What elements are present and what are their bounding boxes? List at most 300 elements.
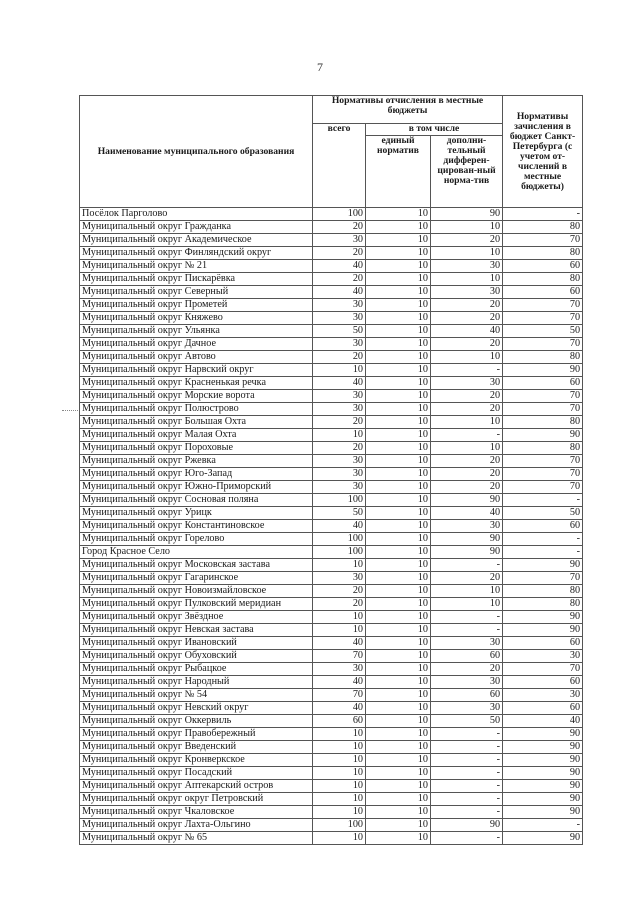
table-row <box>80 546 583 559</box>
additional-value: 10 <box>431 247 503 260</box>
table-row <box>80 507 583 520</box>
spb-value: 80 <box>503 585 583 598</box>
unified-value: 10 <box>366 598 431 611</box>
total-value: 100 <box>313 533 366 546</box>
municipality-name: Муниципальный округ Звёздное <box>80 611 313 624</box>
municipality-name: Муниципальный округ Красненькая речка <box>80 377 313 390</box>
additional-value: 20 <box>431 338 503 351</box>
total-value: 60 <box>313 715 366 728</box>
municipality-name: Муниципальный округ Новоизмайловское <box>80 585 313 598</box>
header-local-budgets: Нормативы отчисления в местные бюджеты <box>313 96 503 124</box>
spb-value: 70 <box>503 663 583 676</box>
municipality-name: Муниципальный округ Гражданка <box>80 221 313 234</box>
unified-value: 10 <box>366 702 431 715</box>
table-row <box>80 351 583 364</box>
table-row <box>80 767 583 780</box>
table-row <box>80 780 583 793</box>
additional-value: - <box>431 793 503 806</box>
additional-value: - <box>431 741 503 754</box>
additional-value: 50 <box>431 715 503 728</box>
table-row <box>80 819 583 832</box>
unified-value: 10 <box>366 611 431 624</box>
municipality-name: Муниципальный округ Малая Охта <box>80 429 313 442</box>
table-row <box>80 468 583 481</box>
additional-value: 20 <box>431 455 503 468</box>
municipality-name: Муниципальный округ Ивановский <box>80 637 313 650</box>
unified-value: 10 <box>366 273 431 286</box>
municipality-name: Муниципальный округ Лахта-Ольгино <box>80 819 313 832</box>
spb-value: 90 <box>503 793 583 806</box>
municipality-name: Муниципальный округ Гагаринское <box>80 572 313 585</box>
municipality-name: Муниципальный округ Пулковский меридиан <box>80 598 313 611</box>
municipality-name: Муниципальный округ Невская застава <box>80 624 313 637</box>
additional-value: 60 <box>431 650 503 663</box>
unified-value: 10 <box>366 312 431 325</box>
table-row <box>80 338 583 351</box>
table-row <box>80 312 583 325</box>
norms-table <box>79 95 583 845</box>
table-row <box>80 650 583 663</box>
spb-value: 70 <box>503 481 583 494</box>
spb-value: 80 <box>503 351 583 364</box>
unified-value: 10 <box>366 494 431 507</box>
total-value: 30 <box>313 234 366 247</box>
spb-value: 80 <box>503 247 583 260</box>
unified-value: 10 <box>366 481 431 494</box>
table-row <box>80 494 583 507</box>
additional-value: 30 <box>431 676 503 689</box>
additional-value: 30 <box>431 286 503 299</box>
table-row <box>80 533 583 546</box>
additional-value: 30 <box>431 377 503 390</box>
additional-value: 20 <box>431 299 503 312</box>
total-value: 40 <box>313 702 366 715</box>
table-row <box>80 377 583 390</box>
unified-value: 10 <box>366 351 431 364</box>
unified-value: 10 <box>366 715 431 728</box>
unified-value: 10 <box>366 572 431 585</box>
spb-value: 30 <box>503 689 583 702</box>
municipality-name: Муниципальный округ Княжево <box>80 312 313 325</box>
spb-value: 60 <box>503 260 583 273</box>
unified-value: 10 <box>366 832 431 845</box>
spb-value: 70 <box>503 455 583 468</box>
total-value: 20 <box>313 351 366 364</box>
margin-dotted-mark <box>62 410 80 411</box>
table-row <box>80 572 583 585</box>
total-value: 10 <box>313 832 366 845</box>
additional-value: 90 <box>431 208 503 221</box>
spb-value: 80 <box>503 416 583 429</box>
total-value: 10 <box>313 728 366 741</box>
municipality-name: Муниципальный округ Академическое <box>80 234 313 247</box>
unified-value: 10 <box>366 533 431 546</box>
municipality-name: Муниципальный округ Оккервиль <box>80 715 313 728</box>
unified-value: 10 <box>366 208 431 221</box>
additional-value: - <box>431 611 503 624</box>
total-value: 70 <box>313 689 366 702</box>
spb-value: 90 <box>503 611 583 624</box>
table-row <box>80 793 583 806</box>
spb-value: - <box>503 533 583 546</box>
spb-value: 70 <box>503 572 583 585</box>
table-row <box>80 390 583 403</box>
table-row <box>80 221 583 234</box>
spb-value: 60 <box>503 637 583 650</box>
municipality-name: Город Красное Село <box>80 546 313 559</box>
additional-value: 10 <box>431 351 503 364</box>
municipality-name: Муниципальный округ Константиновское <box>80 520 313 533</box>
unified-value: 10 <box>366 546 431 559</box>
total-value: 20 <box>313 598 366 611</box>
total-value: 30 <box>313 312 366 325</box>
total-value: 100 <box>313 819 366 832</box>
total-value: 30 <box>313 299 366 312</box>
total-value: 10 <box>313 767 366 780</box>
additional-value: 20 <box>431 403 503 416</box>
spb-value: 80 <box>503 598 583 611</box>
additional-value: 40 <box>431 325 503 338</box>
unified-value: 10 <box>366 299 431 312</box>
unified-value: 10 <box>366 806 431 819</box>
total-value: 30 <box>313 338 366 351</box>
total-value: 40 <box>313 637 366 650</box>
unified-value: 10 <box>366 507 431 520</box>
total-value: 70 <box>313 650 366 663</box>
table-row <box>80 481 583 494</box>
unified-value: 10 <box>366 754 431 767</box>
table-row <box>80 806 583 819</box>
total-value: 10 <box>313 611 366 624</box>
table-row <box>80 624 583 637</box>
municipality-name: Муниципальный округ Нарвский округ <box>80 364 313 377</box>
additional-value: 20 <box>431 312 503 325</box>
unified-value: 10 <box>366 624 431 637</box>
additional-value: - <box>431 832 503 845</box>
additional-value: - <box>431 780 503 793</box>
total-value: 10 <box>313 806 366 819</box>
spb-value: 70 <box>503 468 583 481</box>
municipality-name: Муниципальный округ Сосновая поляна <box>80 494 313 507</box>
additional-value: 90 <box>431 819 503 832</box>
additional-value: 30 <box>431 520 503 533</box>
additional-value: - <box>431 806 503 819</box>
municipality-name: Муниципальный округ Введенский <box>80 741 313 754</box>
unified-value: 10 <box>366 637 431 650</box>
unified-value: 10 <box>366 650 431 663</box>
table-row <box>80 611 583 624</box>
spb-value: 60 <box>503 286 583 299</box>
municipality-name: Муниципальный округ Посадский <box>80 767 313 780</box>
header-spb-budget: Нормативы зачисления в бюджет Санкт-Петербурга (с учетом от-числений в местные бюджеты) <box>503 96 583 208</box>
municipality-name: Муниципальный округ Московская застава <box>80 559 313 572</box>
municipality-name: Муниципальный округ Прометей <box>80 299 313 312</box>
table-row <box>80 247 583 260</box>
header-total: всего <box>313 124 366 208</box>
table-row <box>80 754 583 767</box>
total-value: 40 <box>313 377 366 390</box>
additional-value: 30 <box>431 637 503 650</box>
table-row <box>80 234 583 247</box>
table-row <box>80 663 583 676</box>
total-value: 10 <box>313 559 366 572</box>
table-row <box>80 403 583 416</box>
total-value: 40 <box>313 260 366 273</box>
unified-value: 10 <box>366 455 431 468</box>
spb-value: 70 <box>503 403 583 416</box>
total-value: 30 <box>313 455 366 468</box>
header-additional: дополни-тельный дифферен-цирован-ный норма-тив <box>431 136 503 208</box>
unified-value: 10 <box>366 663 431 676</box>
total-value: 100 <box>313 546 366 559</box>
header-name: Наименование муниципального образования <box>80 96 313 208</box>
table-row <box>80 637 583 650</box>
unified-value: 10 <box>366 520 431 533</box>
unified-value: 10 <box>366 247 431 260</box>
table-row <box>80 715 583 728</box>
municipality-name: Муниципальный округ Морские ворота <box>80 390 313 403</box>
unified-value: 10 <box>366 559 431 572</box>
table-row <box>80 741 583 754</box>
spb-value: 60 <box>503 520 583 533</box>
total-value: 20 <box>313 442 366 455</box>
unified-value: 10 <box>366 416 431 429</box>
additional-value: 20 <box>431 481 503 494</box>
table-row <box>80 208 583 221</box>
municipality-name: Муниципальный округ Рыбацкое <box>80 663 313 676</box>
total-value: 100 <box>313 208 366 221</box>
spb-value: 60 <box>503 377 583 390</box>
unified-value: 10 <box>366 377 431 390</box>
table-row <box>80 299 583 312</box>
municipality-name: Муниципальный округ Невский округ <box>80 702 313 715</box>
spb-value: - <box>503 546 583 559</box>
municipality-name: Муниципальный округ Большая Охта <box>80 416 313 429</box>
spb-value: 50 <box>503 325 583 338</box>
municipality-name: Муниципальный округ Юго-Запад <box>80 468 313 481</box>
municipality-name: Муниципальный округ Кронверкское <box>80 754 313 767</box>
additional-value: 10 <box>431 585 503 598</box>
unified-value: 10 <box>366 676 431 689</box>
total-value: 30 <box>313 468 366 481</box>
unified-value: 10 <box>366 468 431 481</box>
additional-value: - <box>431 624 503 637</box>
municipality-name: Муниципальный округ Финляндский округ <box>80 247 313 260</box>
spb-value: 90 <box>503 832 583 845</box>
additional-value: 20 <box>431 390 503 403</box>
spb-value: 70 <box>503 390 583 403</box>
header-including: в том числе <box>366 124 503 136</box>
municipality-name: Муниципальный округ Пискарёвка <box>80 273 313 286</box>
unified-value: 10 <box>366 325 431 338</box>
table-row <box>80 585 583 598</box>
table-row <box>80 702 583 715</box>
additional-value: 20 <box>431 234 503 247</box>
table-row <box>80 260 583 273</box>
total-value: 30 <box>313 390 366 403</box>
unified-value: 10 <box>366 260 431 273</box>
spb-value: 90 <box>503 754 583 767</box>
spb-value: 80 <box>503 221 583 234</box>
additional-value: 10 <box>431 598 503 611</box>
additional-value: 40 <box>431 507 503 520</box>
spb-value: 90 <box>503 728 583 741</box>
additional-value: - <box>431 559 503 572</box>
unified-value: 10 <box>366 741 431 754</box>
table-row <box>80 832 583 845</box>
unified-value: 10 <box>366 338 431 351</box>
table-row <box>80 273 583 286</box>
total-value: 20 <box>313 247 366 260</box>
additional-value: 10 <box>431 273 503 286</box>
municipality-name: Муниципальный округ Полюстрово <box>80 403 313 416</box>
additional-value: 60 <box>431 689 503 702</box>
total-value: 10 <box>313 754 366 767</box>
total-value: 20 <box>313 416 366 429</box>
unified-value: 10 <box>366 442 431 455</box>
unified-value: 10 <box>366 689 431 702</box>
municipality-name: Муниципальный округ № 54 <box>80 689 313 702</box>
spb-value: 90 <box>503 624 583 637</box>
spb-value: 40 <box>503 715 583 728</box>
municipality-name: Муниципальный округ округ Петровский <box>80 793 313 806</box>
additional-value: - <box>431 754 503 767</box>
total-value: 10 <box>313 793 366 806</box>
additional-value: - <box>431 767 503 780</box>
unified-value: 10 <box>366 585 431 598</box>
municipality-name: Муниципальный округ Пороховые <box>80 442 313 455</box>
table-row <box>80 416 583 429</box>
unified-value: 10 <box>366 390 431 403</box>
spb-value: 80 <box>503 273 583 286</box>
additional-value: 90 <box>431 533 503 546</box>
municipality-name: Муниципальный округ Северный <box>80 286 313 299</box>
table-row <box>80 559 583 572</box>
municipality-name: Муниципальный округ Ржевка <box>80 455 313 468</box>
table-row <box>80 442 583 455</box>
spb-value: 90 <box>503 780 583 793</box>
municipality-name: Муниципальный округ Дачное <box>80 338 313 351</box>
unified-value: 10 <box>366 728 431 741</box>
spb-value: 70 <box>503 338 583 351</box>
spb-value: - <box>503 208 583 221</box>
additional-value: 90 <box>431 546 503 559</box>
spb-value: 70 <box>503 299 583 312</box>
total-value: 10 <box>313 780 366 793</box>
spb-value: - <box>503 819 583 832</box>
additional-value: 30 <box>431 260 503 273</box>
municipality-name: Муниципальный округ Урицк <box>80 507 313 520</box>
unified-value: 10 <box>366 793 431 806</box>
municipality-name: Муниципальный округ Правобережный <box>80 728 313 741</box>
table-row <box>80 455 583 468</box>
spb-value: 60 <box>503 702 583 715</box>
total-value: 30 <box>313 481 366 494</box>
additional-value: 10 <box>431 221 503 234</box>
total-value: 40 <box>313 286 366 299</box>
additional-value: 20 <box>431 663 503 676</box>
spb-value: 50 <box>503 507 583 520</box>
table-row <box>80 325 583 338</box>
spb-value: 70 <box>503 234 583 247</box>
unified-value: 10 <box>366 286 431 299</box>
spb-value: - <box>503 494 583 507</box>
table-row <box>80 676 583 689</box>
table-row <box>80 520 583 533</box>
municipality-name: Муниципальный округ Горелово <box>80 533 313 546</box>
municipality-name: Муниципальный округ Чкаловское <box>80 806 313 819</box>
total-value: 20 <box>313 585 366 598</box>
spb-value: 90 <box>503 559 583 572</box>
total-value: 10 <box>313 741 366 754</box>
unified-value: 10 <box>366 364 431 377</box>
spb-value: 30 <box>503 650 583 663</box>
total-value: 10 <box>313 624 366 637</box>
table-row <box>80 429 583 442</box>
additional-value: 10 <box>431 442 503 455</box>
total-value: 30 <box>313 403 366 416</box>
header-unified: единый норматив <box>366 136 431 208</box>
unified-value: 10 <box>366 429 431 442</box>
total-value: 20 <box>313 273 366 286</box>
municipality-name: Посёлок Парголово <box>80 208 313 221</box>
municipality-name: Муниципальный округ Ульянка <box>80 325 313 338</box>
table-row <box>80 728 583 741</box>
additional-value: - <box>431 429 503 442</box>
spb-value: 90 <box>503 806 583 819</box>
unified-value: 10 <box>366 767 431 780</box>
unified-value: 10 <box>366 403 431 416</box>
page-number: 7 <box>317 60 323 74</box>
additional-value: 20 <box>431 572 503 585</box>
municipality-name: Муниципальный округ Южно-Приморский <box>80 481 313 494</box>
additional-value: 30 <box>431 702 503 715</box>
total-value: 30 <box>313 663 366 676</box>
municipality-name: Муниципальный округ Аптекарский остров <box>80 780 313 793</box>
total-value: 50 <box>313 507 366 520</box>
total-value: 100 <box>313 494 366 507</box>
table-row <box>80 598 583 611</box>
total-value: 40 <box>313 676 366 689</box>
additional-value: - <box>431 728 503 741</box>
spb-value: 70 <box>503 312 583 325</box>
spb-value: 80 <box>503 442 583 455</box>
spb-value: 60 <box>503 676 583 689</box>
unified-value: 10 <box>366 221 431 234</box>
table-row <box>80 364 583 377</box>
municipality-name: Муниципальный округ № 21 <box>80 260 313 273</box>
spb-value: 90 <box>503 767 583 780</box>
additional-value: 20 <box>431 468 503 481</box>
total-value: 40 <box>313 520 366 533</box>
municipality-name: Муниципальный округ № 65 <box>80 832 313 845</box>
total-value: 10 <box>313 364 366 377</box>
table-row <box>80 286 583 299</box>
additional-value: 10 <box>431 416 503 429</box>
total-value: 20 <box>313 221 366 234</box>
additional-value: 90 <box>431 494 503 507</box>
table-row <box>80 689 583 702</box>
total-value: 30 <box>313 572 366 585</box>
municipality-name: Муниципальный округ Автово <box>80 351 313 364</box>
total-value: 50 <box>313 325 366 338</box>
additional-value: - <box>431 364 503 377</box>
unified-value: 10 <box>366 819 431 832</box>
total-value: 10 <box>313 429 366 442</box>
municipality-name: Муниципальный округ Народный <box>80 676 313 689</box>
unified-value: 10 <box>366 234 431 247</box>
municipality-name: Муниципальный округ Обуховский <box>80 650 313 663</box>
